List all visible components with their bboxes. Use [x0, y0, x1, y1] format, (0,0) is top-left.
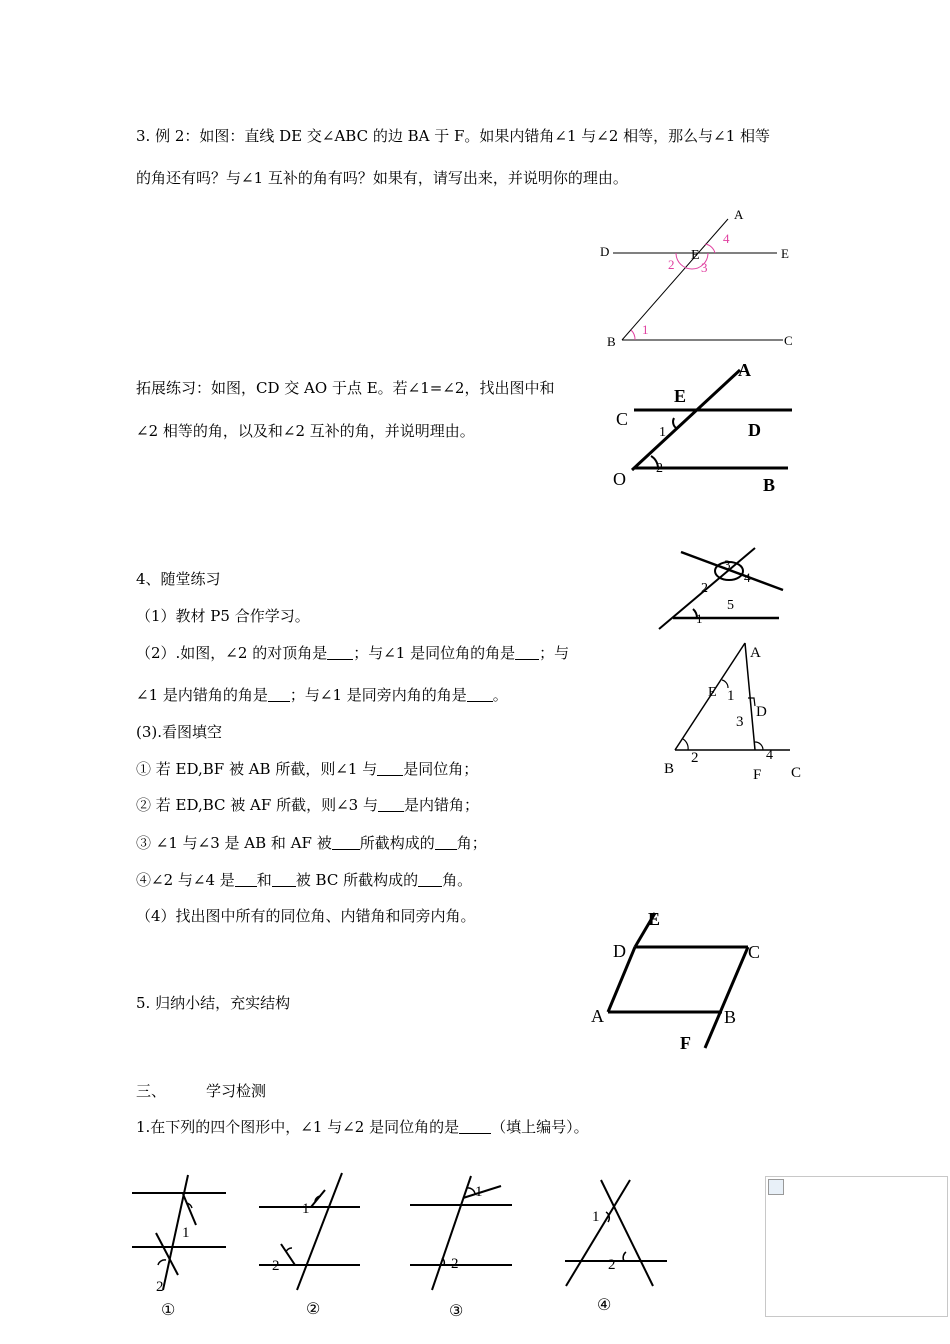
- angle-1: 1: [727, 688, 735, 704]
- practice-item3: (3).看图填空: [136, 723, 223, 741]
- angle-4: 4: [744, 570, 751, 585]
- caption-2: ②: [306, 1299, 321, 1318]
- lines-diagram: [655, 545, 790, 635]
- extension-line1: 拓展练习：如图，CD 交 AO 于点 E。若∠1=∠2，找出图中和: [136, 379, 555, 397]
- angle-1: 1: [659, 425, 666, 440]
- label-C: C: [784, 333, 793, 348]
- detect-diagram-2: [255, 1170, 365, 1295]
- label-B: B: [763, 475, 776, 495]
- angle-4: 4: [766, 748, 773, 763]
- label-D: D: [748, 420, 761, 440]
- label-B: B: [724, 1007, 737, 1027]
- parallelogram-diagram: [585, 905, 775, 1055]
- broken-image-placeholder: [765, 1176, 948, 1317]
- angle-2: 2: [701, 581, 708, 596]
- practice-q2: ② 若 ED,BC 被 AF 所截，则∠3 与 是内错角；: [136, 796, 479, 814]
- angle-1: 1: [642, 322, 649, 337]
- label-E-right: E: [781, 246, 789, 261]
- label-F: F: [680, 1033, 691, 1053]
- example2-line2: 的角还有吗？与∠1 互补的角有吗？如果有，请写出来，并说明你的理由。: [136, 169, 628, 187]
- example2-diagram: [595, 205, 795, 355]
- practice-item1: （1）教材 P5 合作学习。: [136, 607, 310, 625]
- detect-diagram-1: [128, 1170, 233, 1295]
- caption-4: ④: [597, 1295, 612, 1314]
- label-C: C: [616, 409, 629, 429]
- summary: 5. 归纳小结，充实结构: [136, 994, 291, 1012]
- angle-2: 2: [608, 1257, 616, 1273]
- label-A: A: [738, 360, 751, 380]
- label-D: D: [600, 244, 610, 259]
- angle-2: 2: [451, 1256, 459, 1272]
- label-C: C: [791, 765, 802, 781]
- angle-3: 3: [701, 260, 708, 275]
- practice-q1: ① 若 ED,BF 被 AB 所截，则∠1 与 是同位角；: [136, 760, 479, 778]
- angle-1: 1: [182, 1225, 190, 1241]
- label-D: D: [756, 704, 767, 720]
- detect-diagram-3: [405, 1172, 520, 1297]
- practice-item2-line1: （2）.如图，∠2 的对顶角是 ；与∠1 是同位角的角是 ；与: [136, 644, 570, 662]
- label-E: E: [708, 685, 717, 700]
- angle-1: 1: [475, 1184, 483, 1200]
- practice-q3: ③ ∠1 与∠3 是 AB 和 AF 被 所截构成的 角；: [136, 834, 487, 852]
- practice-heading: 4、随堂练习: [136, 570, 221, 588]
- label-C: C: [748, 942, 761, 962]
- label-E: E: [674, 386, 687, 406]
- detect-diagram-4: [560, 1172, 670, 1297]
- label-B: B: [664, 761, 675, 777]
- angle-4: 4: [723, 231, 730, 246]
- angle-2: 2: [656, 461, 663, 476]
- example2-line1: 3. 例 2：如图：直线 DE 交∠ABC 的边 BA 于 F。如果内错角∠1 与∠2 相等，那么与∠1 相等: [136, 127, 771, 145]
- angle-1: 1: [696, 611, 703, 626]
- angle-2: 2: [156, 1279, 164, 1295]
- label-D: D: [613, 941, 626, 961]
- extension-diagram: [610, 358, 805, 498]
- caption-3: ③: [449, 1301, 464, 1320]
- angle-1: 1: [302, 1201, 310, 1217]
- label-A: A: [734, 207, 744, 222]
- section3-heading: 三、 学习检测: [136, 1082, 267, 1100]
- caption-1: ①: [161, 1300, 176, 1319]
- angle-1: 1: [592, 1209, 600, 1225]
- label-A: A: [750, 645, 761, 661]
- broken-image-icon: [768, 1179, 784, 1195]
- extension-line2: ∠2 相等的角，以及和∠2 互补的角，并说明理由。: [136, 422, 475, 440]
- practice-q4: ④∠2 与∠4 是 和 被 BC 所截构成的 角。: [136, 871, 473, 889]
- label-F: F: [753, 767, 762, 783]
- label-E: E: [691, 248, 700, 263]
- practice-item2-line2: ∠1 是内错角的角是 ；与∠1 是同旁内角的角是 。: [136, 686, 508, 704]
- angle-5: 5: [727, 598, 734, 613]
- section3-q1: 1.在下列的四个图形中，∠1 与∠2 是同位角的是 （填上编号）。: [136, 1118, 589, 1136]
- angle-2: 2: [272, 1258, 280, 1274]
- angle-2: 2: [691, 750, 699, 766]
- angle-3: 3: [736, 714, 744, 730]
- angle-3: 3: [724, 557, 731, 572]
- triangle-diagram: [660, 638, 810, 788]
- label-O: O: [613, 469, 626, 489]
- angle-2: 2: [668, 257, 675, 272]
- label-E: E: [648, 909, 661, 929]
- practice-item4: （4）找出图中所有的同位角、内错角和同旁内角。: [136, 907, 476, 925]
- label-B: B: [607, 334, 616, 349]
- label-A: A: [591, 1006, 604, 1026]
